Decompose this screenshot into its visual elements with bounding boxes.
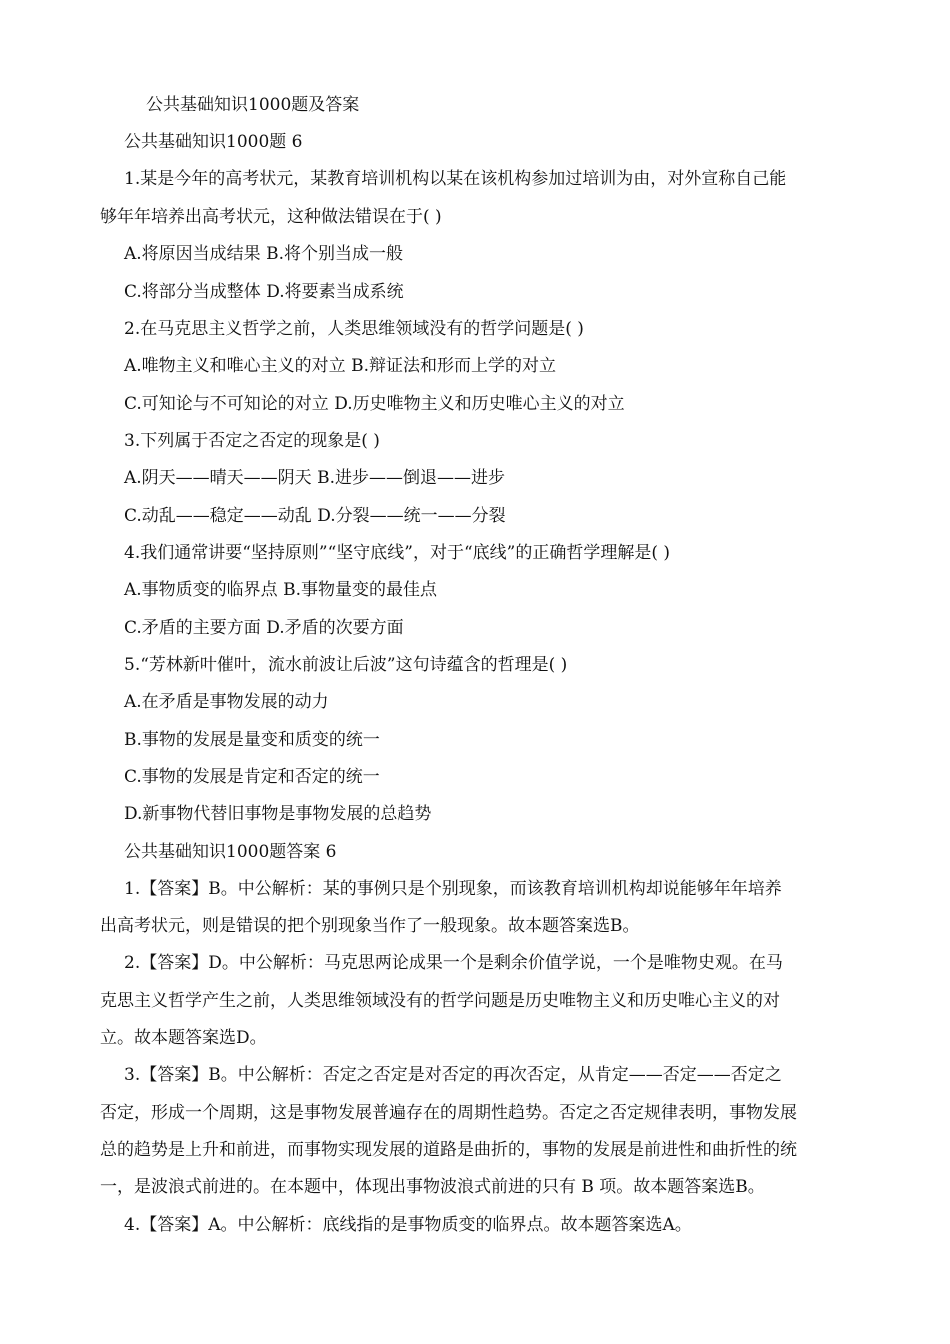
questions-heading: 公共基础知识1000题 6 <box>124 132 303 152</box>
question-3-stem: 3.下列属于否定之否定的现象是( ) <box>124 431 380 451</box>
answer-1-line-2: 出高考状元，则是错误的把个别现象当作了一般现象。故本题答案选B。 <box>100 916 640 936</box>
question-5-option-b: B.事物的发展是量变和质变的统一 <box>124 730 380 750</box>
answer-3-line-4: 一，是波浪式前进的。在本题中，体现出事物波浪式前进的只有 B 项。故本题答案选B。 <box>100 1177 765 1197</box>
answer-1-line-1: 1.【答案】B。中公解析：某的事例只是个别现象，而该教育培训机构却说能够年年培养 <box>124 879 782 899</box>
question-1-options-line-2: C.将部分当成整体 D.将要素当成系统 <box>124 282 404 302</box>
answer-4-line-1: 4.【答案】A。中公解析：底线指的是事物质变的临界点。故本题答案选A。 <box>124 1215 692 1235</box>
question-5-option-a: A.在矛盾是事物发展的动力 <box>124 692 329 712</box>
answer-3-line-1: 3.【答案】B。中公解析：否定之否定是对否定的再次否定，从肯定——否定——否定之 <box>124 1065 782 1085</box>
answer-2-line-3: 立。故本题答案选D。 <box>100 1028 267 1048</box>
question-5-stem: 5.“芳林新叶催叶，流水前波让后波”这句诗蕴含的哲理是( ) <box>124 655 568 675</box>
question-3-options-line-2: C.动乱——稳定——动乱 D.分裂——统一——分裂 <box>124 506 506 526</box>
answer-3-line-3: 总的趋势是上升和前进，而事物实现发展的道路是曲折的，事物的发展是前进性和曲折性的统 <box>100 1140 797 1160</box>
answer-3-line-2: 否定，形成一个周期，这是事物发展普遍存在的周期性趋势。否定之否定规律表明，事物发展 <box>100 1103 797 1123</box>
question-4-options-line-2: C.矛盾的主要方面 D.矛盾的次要方面 <box>124 618 404 638</box>
question-2-options-line-1: A.唯物主义和唯心主义的对立 B.辩证法和形而上学的对立 <box>124 356 556 376</box>
question-1-options-line-1: A.将原因当成结果 B.将个别当成一般 <box>124 244 403 264</box>
question-4-stem: 4.我们通常讲要“坚持原则”“坚守底线”，对于“底线”的正确哲学理解是( ) <box>124 543 671 563</box>
answer-2-line-1: 2.【答案】D。中公解析：马克思两论成果一个是剩余价值学说，一个是唯物史观。在马 <box>124 953 783 973</box>
answer-2-line-2: 克思主义哲学产生之前，人类思维领域没有的哲学问题是历史唯物主义和历史唯心主义的对 <box>100 991 780 1011</box>
question-5-option-d: D.新事物代替旧事物是事物发展的总趋势 <box>124 804 432 824</box>
answers-heading: 公共基础知识1000题答案 6 <box>124 842 337 862</box>
question-3-options-line-1: A.阴天——晴天——阴天 B.进步——倒退——进步 <box>124 468 505 488</box>
question-5-option-c: C.事物的发展是肯定和否定的统一 <box>124 767 380 787</box>
question-1-stem-line-1: 1.某是今年的高考状元，某教育培训机构以某在该机构参加过培训为由，对外宣称自己能 <box>124 169 787 189</box>
question-2-options-line-2: C.可知论与不可知论的对立 D.历史唯物主义和历史唯心主义的对立 <box>124 394 625 414</box>
document-title: 公共基础知识1000题及答案 <box>146 95 360 115</box>
question-1-stem-line-2: 够年年培养出高考状元，这种做法错误在于( ) <box>100 207 442 227</box>
question-2-stem: 2.在马克思主义哲学之前，人类思维领域没有的哲学问题是( ) <box>124 319 584 339</box>
question-4-options-line-1: A.事物质变的临界点 B.事物量变的最佳点 <box>124 580 437 600</box>
